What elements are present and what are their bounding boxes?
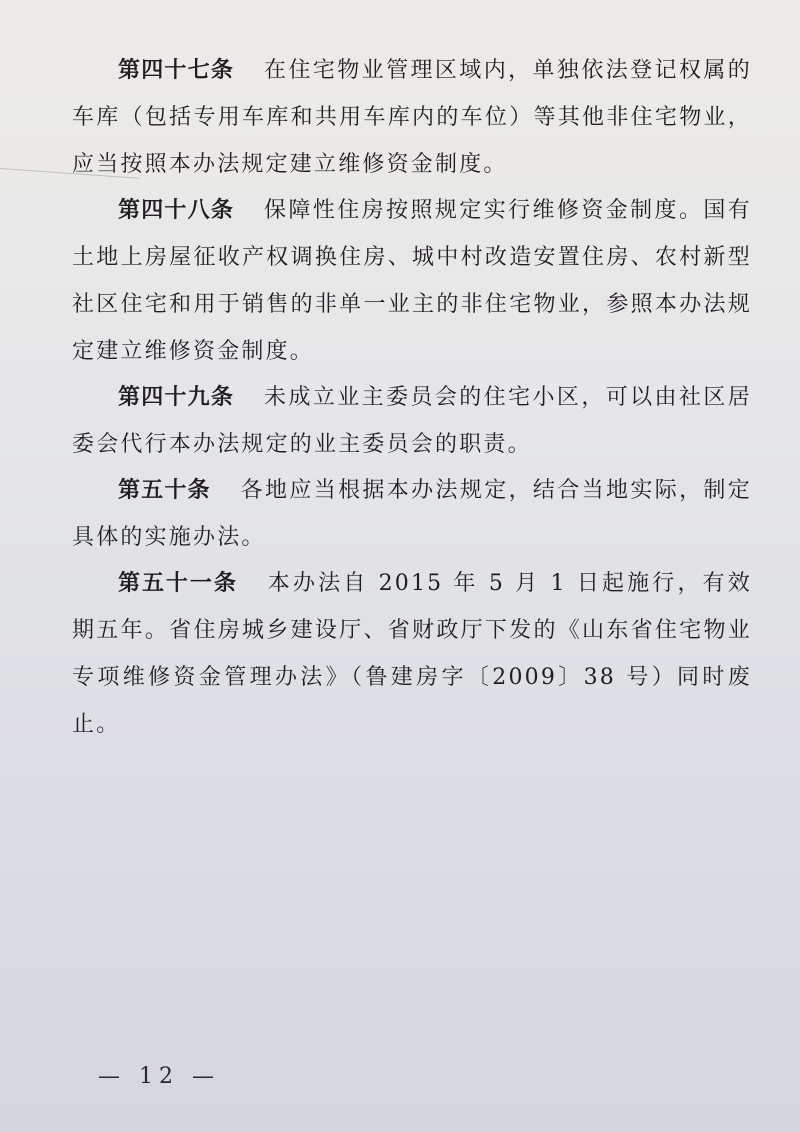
article-50	[72, 467, 752, 561]
article-text: 本办法自 2015 年 5 月 1 日起施行，有效期五年。省住房城乡建设厅、省财政厅下发的《山东省住宅物业专项维修资金管理办法》（鲁建房字〔2009〕38 号）同时废止。	[72, 571, 752, 737]
article-47	[72, 47, 752, 188]
article-text: 未成立业主委员会的住宅小区，可以由社区居委会代行本办法规定的业主委员会的职责。	[72, 385, 752, 457]
page-number: — 12 —	[98, 1064, 220, 1089]
article-51	[72, 560, 752, 748]
article-number: 第四十八条	[118, 198, 235, 223]
article-49	[72, 374, 752, 468]
article-number: 第五十一条	[118, 571, 238, 596]
article-number: 第四十七条	[118, 58, 235, 83]
article-text: 各地应当根据本办法规定，结合当地实际，制定具体的实施办法。	[72, 478, 752, 550]
article-text: 保障性住房按照规定实行维修资金制度。国有土地上房屋征收产权调换住房、城中村改造安置住房、农村新型社区住宅和用于销售的非单一业主的非住宅物业，参照本办法规定建立维修资金制度。	[72, 198, 752, 364]
article-48	[72, 187, 752, 375]
article-number: 第五十条	[118, 478, 211, 503]
article-text: 在住宅物业管理区域内，单独依法登记权属的车库（包括专用车库和共用车库内的车位）等其他非住宅物业，应当按照本办法规定建立维修资金制度。	[72, 58, 752, 177]
article-number: 第四十九条	[118, 385, 235, 410]
